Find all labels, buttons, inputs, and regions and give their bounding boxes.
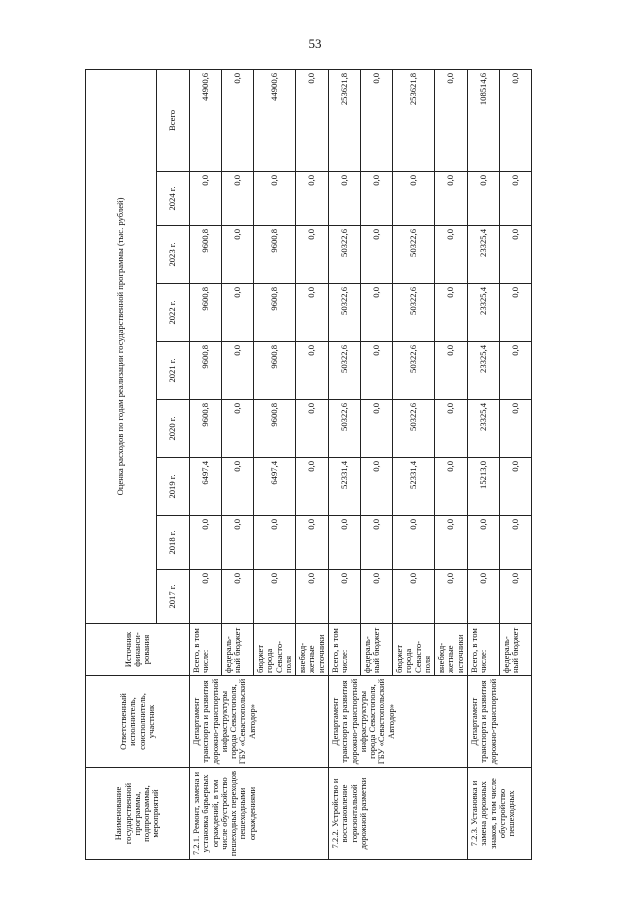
year-value: 9600,8 [254,226,296,284]
year-value: 0,0 [467,570,499,624]
year-value: 0,0 [392,172,434,226]
year-value: 9600,8 [254,400,296,458]
budget-table [85,69,532,860]
year-value: 0,0 [360,226,392,284]
year-value: 0,0 [360,570,392,624]
year-value: 0,0 [254,570,296,624]
total-value: 0,0 [296,69,329,171]
year-value: 0,0 [296,400,329,458]
year-value: 0,0 [328,172,360,226]
funding-source: бюджет города Севасто-поля [254,624,296,676]
header-year: 2021 г. [157,342,190,400]
year-value: 0,0 [222,226,254,284]
executor-name: Департамент транспорта и развития дорожно-транспортной [467,676,531,768]
header-total: Всего [157,69,190,171]
measure-name: 7.2.3. Установка и замена дорожных знаков, в том числе обустройство пешеходных [467,768,531,860]
year-value: 0,0 [222,400,254,458]
year-value: 0,0 [360,400,392,458]
year-value: 9600,8 [190,342,222,400]
year-value: 0,0 [296,516,329,570]
header-source: Источник финанси-рования [86,624,190,676]
year-value: 0,0 [435,570,468,624]
funding-source: Всего, в том числе: [190,624,222,676]
funding-source: Всего, в том числе: [328,624,360,676]
header-year: 2018 г. [157,516,190,570]
funding-source: Всего, в том числе: [467,624,499,676]
year-value: 50322,6 [392,342,434,400]
table-row [190,69,222,859]
year-value: 50322,6 [392,226,434,284]
year-value: 0,0 [499,226,531,284]
year-value: 0,0 [499,172,531,226]
year-value: 0,0 [435,400,468,458]
year-value: 0,0 [392,570,434,624]
year-value: 0,0 [392,516,434,570]
year-value: 50322,6 [328,400,360,458]
year-value: 6497,4 [190,458,222,516]
year-value: 0,0 [190,570,222,624]
year-value: 6497,4 [254,458,296,516]
header-year: 2022 г. [157,284,190,342]
year-value: 0,0 [222,458,254,516]
total-value: 253621,8 [328,69,360,171]
header-year: 2017 г. [157,570,190,624]
year-value: 0,0 [435,226,468,284]
total-value: 253621,8 [392,69,434,171]
year-value: 23325,4 [467,400,499,458]
year-value: 50322,6 [328,226,360,284]
year-value: 9600,8 [254,284,296,342]
total-value: 0,0 [499,69,531,171]
year-value: 0,0 [435,516,468,570]
year-value: 0,0 [296,342,329,400]
table-row [328,69,360,859]
year-value: 9600,8 [190,400,222,458]
year-value: 0,0 [360,516,392,570]
year-value: 0,0 [222,516,254,570]
year-value: 0,0 [328,516,360,570]
year-value: 50322,6 [328,284,360,342]
year-value: 0,0 [328,570,360,624]
header-measure: Наименование государственной программы, подпрограммы, мероприятий [86,768,190,860]
funding-source: бюджет города Севасто-поля [392,624,434,676]
header-year: 2019 г. [157,458,190,516]
year-value: 52331,4 [328,458,360,516]
year-value: 0,0 [467,516,499,570]
year-value: 50322,6 [392,284,434,342]
year-value: 9600,8 [190,226,222,284]
year-value: 0,0 [435,458,468,516]
year-value: 0,0 [499,400,531,458]
year-value: 0,0 [254,172,296,226]
executor-name: Департамент транспорта и развития дорожно-транспортной инфраструктуры города Севастополя, ГБУ «Севастопольский Автодор» [190,676,329,768]
year-value: 0,0 [296,172,329,226]
year-value: 0,0 [360,172,392,226]
year-value: 0,0 [499,284,531,342]
year-value: 0,0 [360,458,392,516]
total-value: 0,0 [222,69,254,171]
year-value: 15213,0 [467,458,499,516]
header-executor: Ответственный исполнитель, соисполнитель, участник [86,676,190,768]
year-value: 9600,8 [190,284,222,342]
funding-source: федераль-ный бюджет [499,624,531,676]
year-value: 0,0 [296,458,329,516]
year-value: 52331,4 [392,458,434,516]
total-value: 0,0 [435,69,468,171]
year-value: 0,0 [499,342,531,400]
table-row [467,69,499,859]
header-year: 2020 г. [157,400,190,458]
executor-name: Департамент транспорта и развития дорожно-транспортной инфраструктуры города Севастополя, ГБУ «Севастопольский Автодор» [328,676,467,768]
year-value: 0,0 [499,458,531,516]
year-value: 0,0 [499,570,531,624]
year-value: 0,0 [296,284,329,342]
year-value: 0,0 [467,172,499,226]
year-value: 0,0 [222,284,254,342]
table-body [190,69,532,859]
year-value: 0,0 [222,172,254,226]
total-value: 0,0 [360,69,392,171]
header-year: 2023 г. [157,226,190,284]
year-value: 23325,4 [467,284,499,342]
year-value: 0,0 [499,516,531,570]
year-value: 0,0 [296,570,329,624]
total-value: 108514,6 [467,69,499,171]
year-value: 0,0 [435,342,468,400]
rotated-table-container [85,70,585,860]
funding-source: внебюд-жетные источники [435,624,468,676]
year-value: 0,0 [360,284,392,342]
year-value: 50322,6 [328,342,360,400]
year-value: 0,0 [360,342,392,400]
funding-source: внебюд-жетные источники [296,624,329,676]
year-value: 0,0 [190,516,222,570]
page-number: 53 [308,36,322,51]
year-value: 0,0 [190,172,222,226]
year-value: 0,0 [254,516,296,570]
year-value: 50322,6 [392,400,434,458]
measure-name: 7.2.1. Ремонт, замена и установка барьерных ограждений, в том числе обустройство пешеходных переходов пешеходными ограждениями [190,768,329,860]
year-value: 23325,4 [467,342,499,400]
year-value: 0,0 [435,284,468,342]
header-estimate: Оценка расходов по годам реализации государственной программы (тыс. рублей) [86,69,157,623]
year-value: 0,0 [222,570,254,624]
header-year: 2024 г. [157,172,190,226]
funding-source: федераль-ный бюджет [222,624,254,676]
total-value: 44900,6 [190,69,222,171]
year-value: 0,0 [296,226,329,284]
funding-source: федераль-ный бюджет [360,624,392,676]
measure-name: 7.2.2. Устройство и восстановление горизонтальной дорожной разметки [328,768,467,860]
year-value: 0,0 [435,172,468,226]
year-value: 0,0 [222,342,254,400]
year-value: 23325,4 [467,226,499,284]
total-value: 44900,6 [254,69,296,171]
year-value: 9600,8 [254,342,296,400]
